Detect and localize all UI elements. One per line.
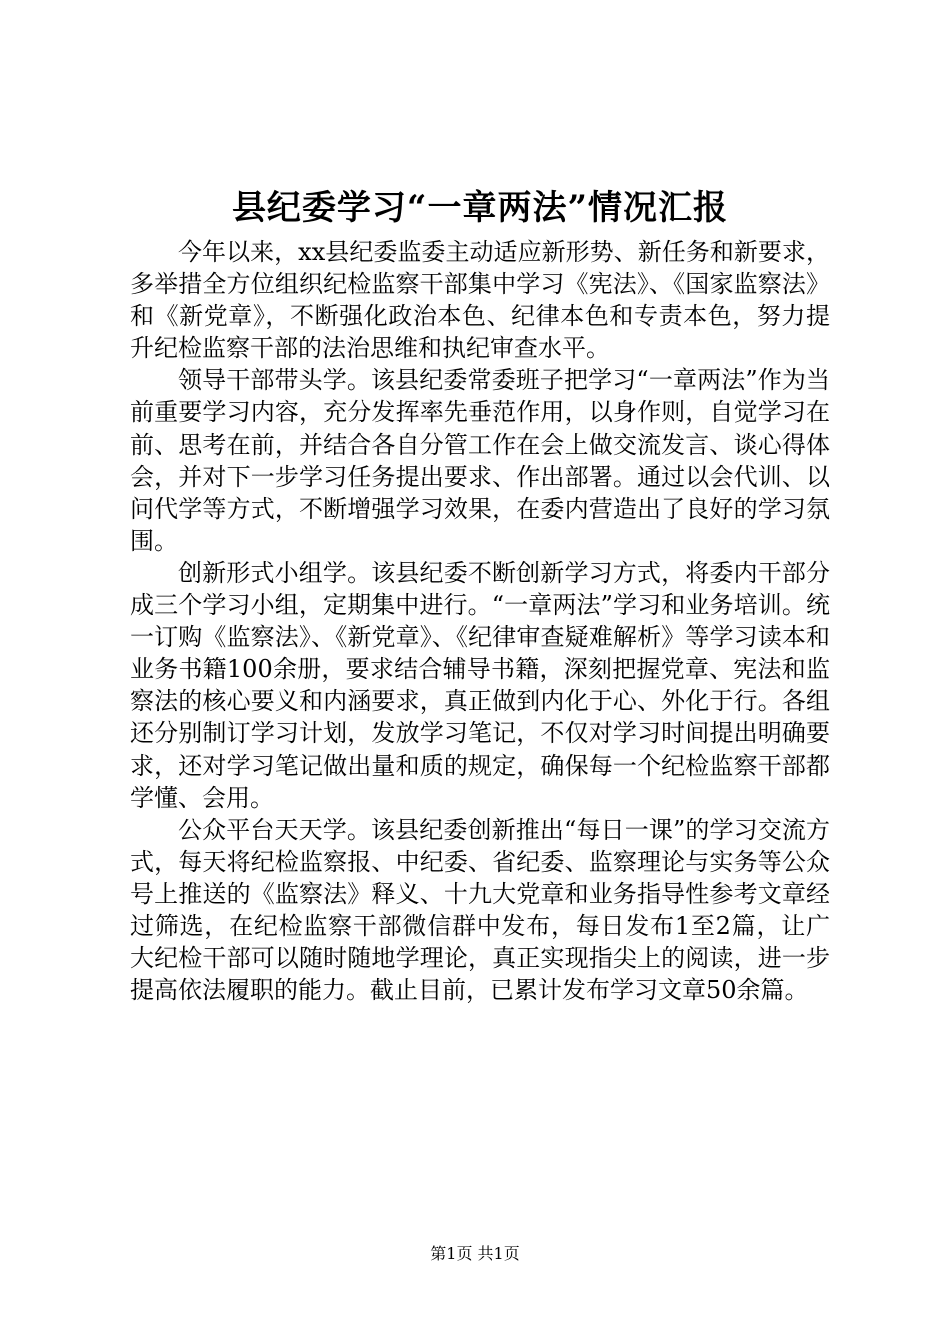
document-body <box>130 236 830 1006</box>
paragraph-leaders-learn: 领导干部带头学。该县纪委常委班子把学习“一章两法”作为当前重要学习内容，充分发挥率先垂范作用，以身作则，自觉学习在前、思考在前，并结合各自分管工作在会上做交流发言、谈心得体会，并对下一步学习任务提出要求、作出部署。通过以会代训、以问代学等方式，不断增强学习效果，在委内营造出了良好的学习氛围。 <box>130 366 830 555</box>
paragraph-group-learn: 创新形式小组学。该县纪委不断创新学习方式，将委内干部分成三个学习小组，定期集中进行。“一章两法”学习和业务培训。统一订购《监察法》、《新党章》、《纪律审查疑难解析》等学习读本和业务书籍100余册，要求结合辅导书籍，深刻把握党章、宪法和监察法的核心要义和内涵要求，真正做到内化于心、外化于行。各组还分别制订学习计划，发放学习笔记，不仅对学习时间提出明确要求，还对学习笔记做出量和质的规定，确保每一个纪检监察干部都学懂、会用。 <box>130 558 830 812</box>
page-footer: 第1页 共1页 <box>430 1244 520 1263</box>
paragraph-intro: 今年以来，xx县纪委监委主动适应新形势、新任务和新要求，多举措全方位组织纪检监察干部集中学习《宪法》、《国家监察法》和《新党章》，不断强化政治本色、纪律本色和专责本色，努力提升纪检监察干部的法治思维和执纪审查水平。 <box>130 238 830 363</box>
document-title: 县纪委学习“一章两法”情况汇报 <box>231 188 729 228</box>
paragraph-daily-learn: 公众平台天天学。该县纪委创新推出“每日一课”的学习交流方式，每天将纪检监察报、中纪委、省纪委、监察理论与实务等公众号上推送的《监察法》释义、十九大党章和业务指导性参考文章经过筛选，在纪检监察干部微信群中发布，每日发布1至2篇，让广大纪检干部可以随时随地学理论，真正实现指尖上的阅读，进一步提高依法履职的能力。截止目前，已累计发布学习文章50余篇。 <box>130 815 830 1005</box>
